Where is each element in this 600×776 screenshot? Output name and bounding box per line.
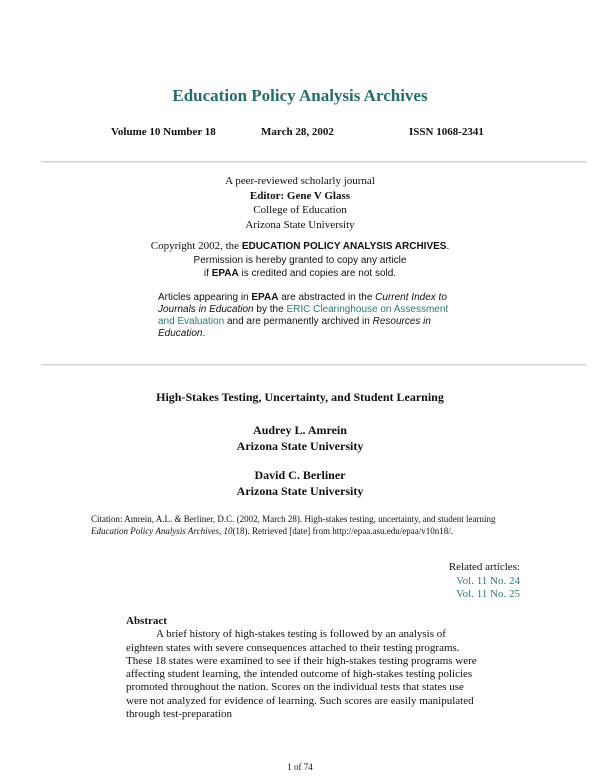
editor-university: Arizona State University [245,218,355,231]
abstracted-text: are abstracted in the [278,292,376,303]
related-article-link[interactable]: Vol. 11 No. 24 [456,574,520,587]
author-affiliation: Arizona State University [236,484,364,498]
author-block [0,422,600,454]
horizontal-rule [41,161,586,163]
author-name: David C. Berliner [254,468,346,482]
horizontal-rule [41,364,586,366]
credit-suffix: is credited and copies are not sold. [238,268,397,279]
editor-block [0,174,600,232]
page-number: 1 of 74 [287,762,313,772]
cije-title: Current Index to Journals in Education [158,292,447,315]
copyright-journal: EDUCATION POLICY ANALYSIS ARCHIVES [241,241,447,252]
author-affiliation: Arizona State University [236,439,364,453]
abstracted-text: Articles appearing in [158,292,252,303]
abstracted-epaa: EPAA [251,292,279,303]
abstract-text: A brief history of high-stakes testing is followed by an analysis of eighteen states with severe consequences attached to their testing programs. These 18 states were examined to see if their high-stakes testing programs were affecting student learning, the intended outcome of high-stakes testing policies promoted throughout the nation. Scores on the individual tests that states use were not analyzed for evidence of learning. Such scores are easily manipulated through test-preparation [126,628,477,721]
issn: ISSN 1068-2341 [409,126,484,138]
rie-title: Resources in Education [158,316,431,339]
credit-line [0,267,600,281]
eric-clearinghouse-link[interactable]: ERIC Clearinghouse on Assessment and Evaluation [158,304,449,327]
related-articles [449,561,520,602]
abstracted-notice [158,292,458,340]
article-title: High-Stakes Testing, Uncertainty, and Student Learning [156,390,444,404]
related-article-link[interactable]: Vol. 11 No. 25 [456,588,520,600]
credit-epaa: EPAA [211,268,239,279]
issue-date: March 28, 2002 [261,126,334,138]
abstract-heading: Abstract [126,615,167,627]
editor-name: Editor: Gene V Glass [249,189,351,202]
author-name: Audrey L. Amrein [253,423,347,437]
related-articles-label: Related articles: [448,561,520,573]
citation-text: (18). Retrieved [date] from http://epaa.asu.edu/epaa/v10n18/. [232,526,453,536]
permission-line: Permission is hereby granted to copy any article [193,254,407,266]
abstracted-text: by the [253,304,287,315]
volume-number: Volume 10 Number 18 [111,126,216,138]
abstract-section [126,615,478,721]
author-block [0,467,600,499]
citation [91,513,521,537]
citation-journal: Education Policy Analysis Archives, 10 [91,526,233,536]
abstracted-text: . [202,328,206,339]
copyright-prefix: Copyright 2002, the [150,240,242,252]
citation-text: Citation: Amrein, A.L. & Berliner, D.C. (2002, March 28). High-stakes testing, uncertainty, and student learning [91,514,496,524]
journal-description: A peer-reviewed scholarly journal [225,175,375,187]
copyright-line [0,240,600,254]
journal-title: Education Policy Analysis Archives [172,86,428,105]
abstracted-text: and are permanently archived in [224,316,373,327]
editor-college: College of Education [253,204,347,216]
copyright-suffix: . [446,240,450,252]
credit-prefix: if [203,268,212,279]
copyright-block [0,240,600,281]
